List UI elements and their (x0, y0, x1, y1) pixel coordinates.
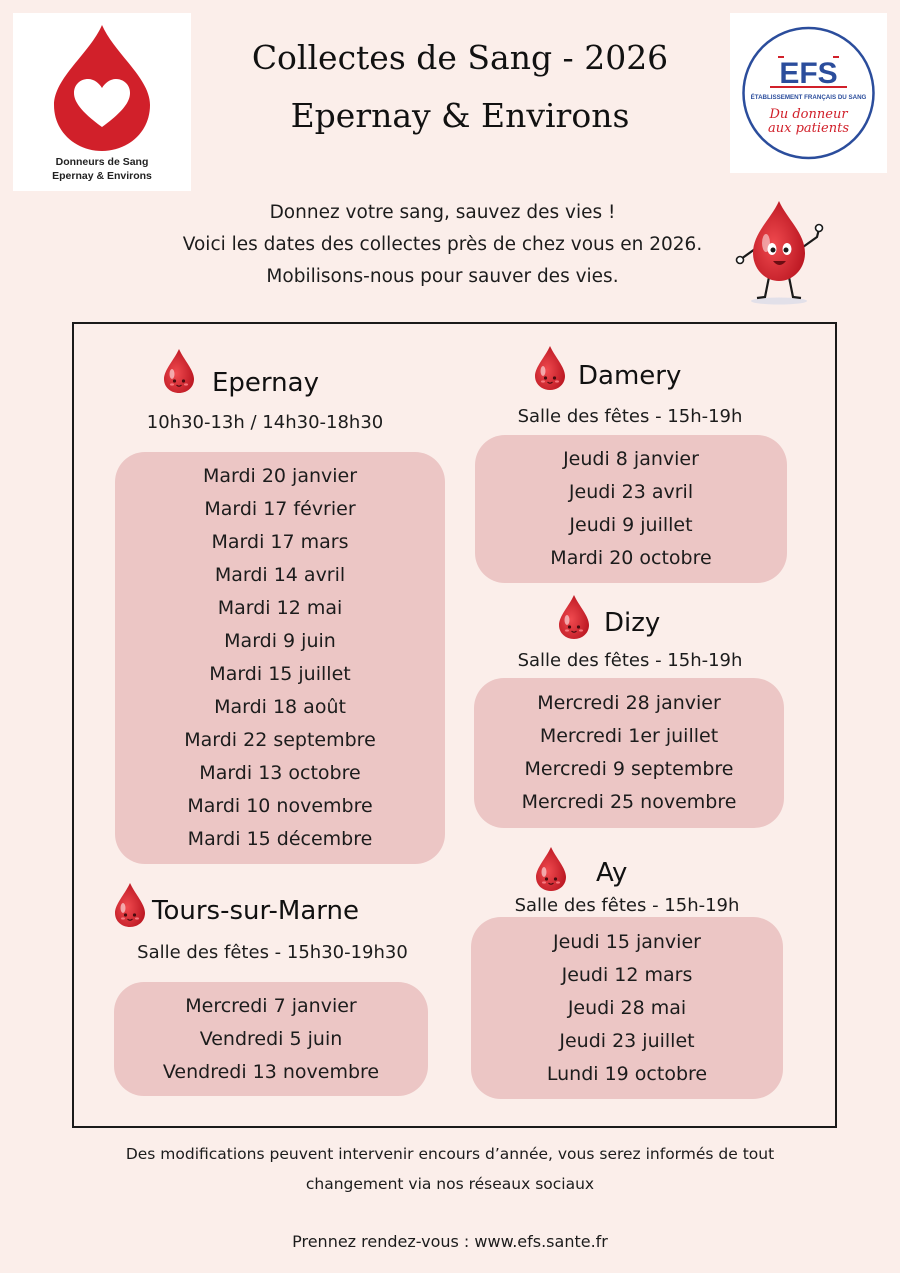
efs-logo (730, 13, 887, 173)
page-title-line1: Collectes de Sang - 2026 (251, 38, 669, 77)
ay-date: Jeudi 23 juillet (559, 1029, 695, 1052)
dizy-date: Mercredi 9 septembre (524, 758, 734, 780)
epernay-date: Mardi 20 janvier (202, 465, 358, 487)
donneurs-de-sang-logo (13, 13, 191, 191)
damery-hours: Salle des fêtes - 15h-19h (517, 406, 743, 427)
epernay-date: Mardi 13 octobre (199, 762, 361, 784)
tours-date: Vendredi 5 juin (199, 1027, 343, 1050)
blood-drop-icon (533, 345, 567, 391)
epernay-date: Mardi 14 avril (214, 564, 346, 586)
intro-line2: Voici les dates des collectes près de chez vous en 2026. (182, 234, 703, 255)
blood-drop-icon (557, 594, 591, 640)
epernay-date: Mardi 15 juillet (209, 663, 351, 685)
dizy-date: Mercredi 28 janvier (537, 692, 721, 714)
town-name-damery: Damery (578, 361, 682, 391)
damery-date: Jeudi 8 janvier (563, 448, 699, 470)
tours-hours: Salle des fêtes - 15h30-19h30 (137, 942, 408, 963)
dizy-hours: Salle des fêtes - 15h-19h (517, 650, 743, 671)
ay-date: Jeudi 12 mars (561, 963, 693, 986)
blood-drop-icon (534, 846, 568, 892)
dizy-dates-box (474, 678, 784, 828)
appointment-link[interactable]: Prennez rendez-vous : www.efs.sante.fr (292, 1232, 608, 1251)
ay-date: Lundi 19 octobre (546, 1062, 708, 1085)
blood-drop-icon (113, 882, 147, 928)
ay-date: Jeudi 28 mai (567, 996, 687, 1019)
efs-main-text: EFS (779, 57, 838, 90)
epernay-dates-box (115, 452, 445, 864)
blood-drop-heart-icon (50, 23, 154, 153)
intro-line3: Mobilisons-nous pour sauver des vies. (266, 266, 619, 287)
epernay-date: Mardi 17 mars (211, 531, 349, 553)
damery-date: Mardi 20 octobre (550, 547, 712, 569)
efs-sub-text: ÉTABLISSEMENT FRANÇAIS DU SANG (750, 94, 867, 101)
epernay-date: Mardi 15 décembre (187, 828, 373, 850)
epernay-date: Mardi 9 juin (224, 630, 336, 652)
town-name-tours-sur-marne: Tours-sur-Marne (152, 896, 359, 926)
tours-dates-box (114, 982, 428, 1096)
epernay-date: Mardi 18 août (214, 696, 346, 718)
dizy-date: Mercredi 25 novembre (521, 791, 737, 813)
blood-drop-icon (162, 348, 196, 394)
footer-note-line2: changement via nos réseaux sociaux (305, 1175, 595, 1193)
town-name-dizy: Dizy (604, 608, 661, 638)
damery-date: Jeudi 23 avril (568, 481, 694, 503)
ay-hours: Salle des fêtes - 15h-19h (514, 895, 740, 916)
intro-line1: Donnez votre sang, sauvez des vies ! (269, 202, 616, 223)
logo-left-line1: Donneurs de Sang (55, 156, 149, 168)
damery-dates-box (475, 435, 787, 583)
blood-drop-mascot-icon (733, 197, 828, 311)
ay-dates-box (471, 917, 783, 1099)
tours-date: Vendredi 13 novembre (162, 1060, 380, 1083)
town-name-epernay: Epernay (212, 368, 319, 398)
dizy-date: Mercredi 1er juillet (539, 725, 719, 747)
efs-tagline-1: Du donneur (769, 107, 848, 122)
page-title-line2: Epernay & Environs (290, 96, 630, 135)
epernay-date: Mardi 22 septembre (184, 729, 376, 751)
town-name-ay: Ay (596, 858, 628, 888)
tours-date: Mercredi 7 janvier (185, 994, 357, 1017)
efs-tagline-2: aux patients (767, 121, 850, 136)
ay-date: Jeudi 15 janvier (553, 930, 701, 953)
epernay-date: Mardi 17 février (204, 498, 356, 520)
logo-left-line2: Epernay & Environs (52, 170, 152, 182)
epernay-date: Mardi 10 novembre (187, 795, 373, 817)
footer-note-line1: Des modifications peuvent intervenir encours d’année, vous serez informés de tout (125, 1145, 775, 1163)
epernay-hours: 10h30-13h / 14h30-18h30 (146, 412, 384, 433)
damery-date: Jeudi 9 juillet (569, 514, 693, 536)
epernay-date: Mardi 12 mai (217, 597, 343, 619)
